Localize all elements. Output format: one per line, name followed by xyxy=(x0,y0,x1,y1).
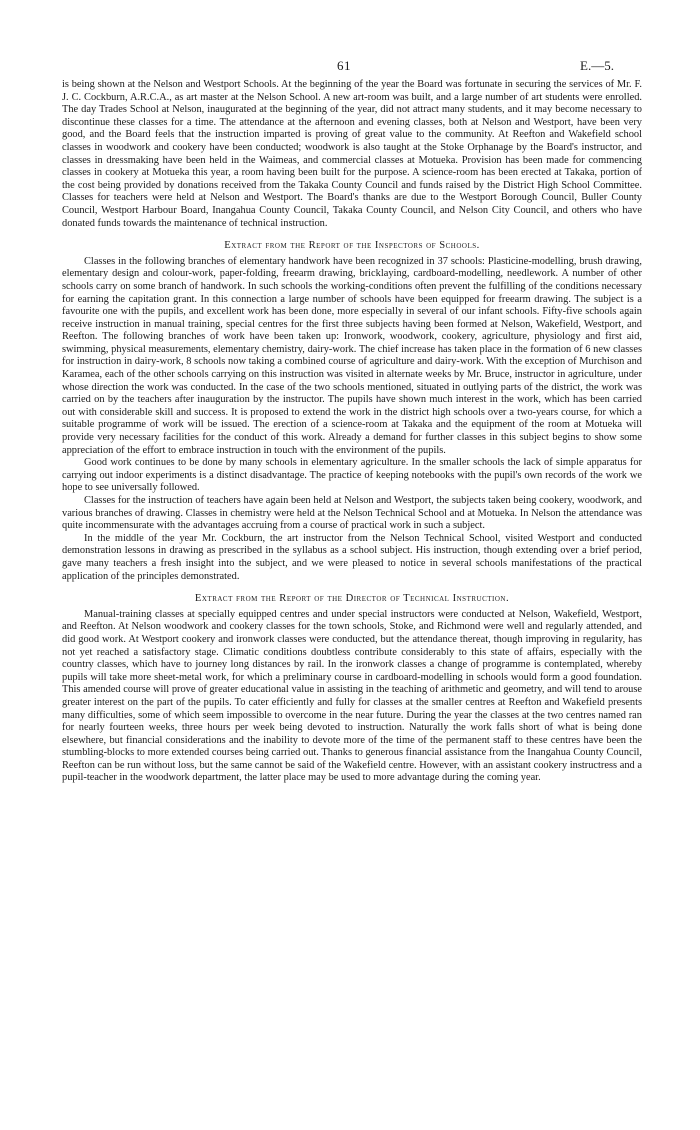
page-number: 61 xyxy=(337,58,351,73)
inspectors-report-heading: Extract from the Report of the Inspectors of Schools. xyxy=(224,240,480,252)
director-paragraph-1: Manual-training classes at specially equipped centres and under special instructors were conducted at Nelson, Wakefield, Westport, and Reefton. At Nelson woodwork and cookery classes for the town schools, Stoke, and Richmond were well and regularly attended, and did good work. At Westport cookery and ironwork classes were conducted, but the attendance thereat, though improving in regularity, has not yet reached a satisfactory stage. Climatic conditions doubtless contribute considerably to this state of affairs, especially with the country classes, which have to journey long distances by rail. In the ironwork classes a change of programme is contemplated, whereby pupils will take more sheet-metal work, for which a preliminary course in cardboard-modelling in schools would form a good foundation. This amended course will prove of greater educational value in assisting in the teaching of arithmetic and geometry, and will tend to arouse greater interest on the part of the pupils. To cater efficiently and fully for classes at the smaller centres at Reefton and Wakefield presents many difficulties, some of which seem impossible to overcome in the near future. During the year the classes at the two centres named ran for nearly fourteen weeks, three hours per week being devoted to instruction. Naturally the work falls short of what is being done elsewhere, but financial considerations and the inability to devote more of the time of the permanent staff to these centres have been the stumbling-blocks to more extended courses being carried out. Thanks to generous financial assistance from the Inangahua County Council, Reefton can be run without loss, but the same cannot be said of the Wakefield centre. However, with an assistant cookery instructress and a pupil-teacher in the woodwork department, the latter place may be used to more advantage during the coming year. xyxy=(62,608,642,784)
inspectors-paragraph-2: Good work continues to be done by many schools in elementary agriculture. In the smaller schools the lack of simple apparatus for carrying out indoor experiments is a distinct disadvantage. The practice of keeping notebooks with the pupil's own records of the work we hope to see universally followed. xyxy=(62,457,642,494)
inspectors-paragraph-4: In the middle of the year Mr. Cockburn, the art instructor from the Nelson Technical School, visited Westport and conducted demonstration lessons in drawing as prescribed in the syllabus as a school subject. His instruction, though extending over a brief period, gave many teachers a fresh insight into the subject, and we were pleased to notice in several schools manifestations of the practical application of the principles demonstrated. xyxy=(62,532,642,582)
director-report-heading: Extract from the Report of the Director of Technical Instruction. xyxy=(194,593,510,605)
intro-paragraph: is being shown at the Nelson and Westport Schools. At the beginning of the year the Board was fortunate in securing the services of Mr. F. J. C. Cockburn, A.R.C.A., as art master at the Nelson School. A new art-room was built, and a large number of art students were enrolled. The day Trades School at Nelson, inaugurated at the beginning of the year, did not attract many students, and it may become necessary to discontinue these classes for a time. The attendance at the afternoon and evening classes, both at Nelson and Westport, have been very good, and the Board feels that the instruction imparted is proving of great value to the community. At Reefton and Wakefield school classes in woodwork and cookery have been conducted; woodwork is also taught at the Stoke Orphanage by the Board's instructor, and classes in dressmaking have been held in the Waimeas, and commercial classes at Motueka. Provision has been made for commencing classes in cookery at Motueka this year, a room having been built for the purpose. A science-room has been erected at Takaka, portion of the cost being provided by donations received from the Takaka County Council and funds raised by the District High School Committee. Classes for teachers were held at Nelson and Westport. The Board's thanks are due to the Westport Borough Council, Buller County Council, Westport Harbour Board, Inangahua County Council, Takaka County Council, and Nelson City Council, and others who have donated funds towards the maintenance of technical instruction. xyxy=(62,79,642,229)
document-reference: E.—5. xyxy=(580,58,614,73)
inspectors-paragraph-3: Classes for the instruction of teachers have again been held at Nelson and Westport, the subjects taken being cookery, woodwork, and various branches of drawing. Classes in chemistry were held at the Nelson Technical School and at Motueka. In Nelson the attendance was quite incommensurate with the advantages accruing from a course of practical work in such a subject. xyxy=(62,495,642,532)
inspectors-paragraph-1: Classes in the following branches of elementary handwork have been recognized in 37 schools: Plasticine-modelling, brush drawing, elementary design and colour-work, paper-folding, freearm drawing, bricklaying, cardboard-modelling, needlework. A number of other schools carry on some branch of handwork. In such schools the working-conditions often prevent the fulfilling of the conditions necessary for earning the capitation grant. In this connection a large number of schools have been equipped for freearm drawing. The subject is a favourite one with the pupils, and excellent work has been done, more especially in several of our infant schools. Fifty-five schools again receive instruction in manual training, special centres for the first three subjects having been formed at Nelson, Wakefield, Westport, and Reefton. The following branches of work have been taken up: Ironwork, woodwork, cookery, agriculture, physiology and first aid, swimming, physical measurements, elementary chemistry, dairy-work. The chief increase has taken place in the formation of 6 new classes for instruction in dairy-work, 8 schools now taking a combined course of agriculture and dairy-work. With the exception of Murchison and Karamea, each of the other schools carrying on this instruction was visited in alternate weeks by Mr. Bruce, instructor in agriculture, under whose direction the work was conducted. In the case of the two schools mentioned, situated in outlying parts of the district, the work was carried on by the teachers after inauguration by the instructor. The pupils have shown much interest in the work, which has been carried out with considerable skill and success. It is proposed to extend the work in the district high schools over a two-years course, for which a suitable programme of work will be issued. The erection of a science-room at Takaka and the equipment of the room at Motueka will provide very necessary facilities for the conduct of this work. Already a demand for further classes in this subject begins to show some appreciation of the effort to embrace instruction in touch with the environment of the pupils. xyxy=(62,255,642,456)
body-text xyxy=(62,79,642,785)
